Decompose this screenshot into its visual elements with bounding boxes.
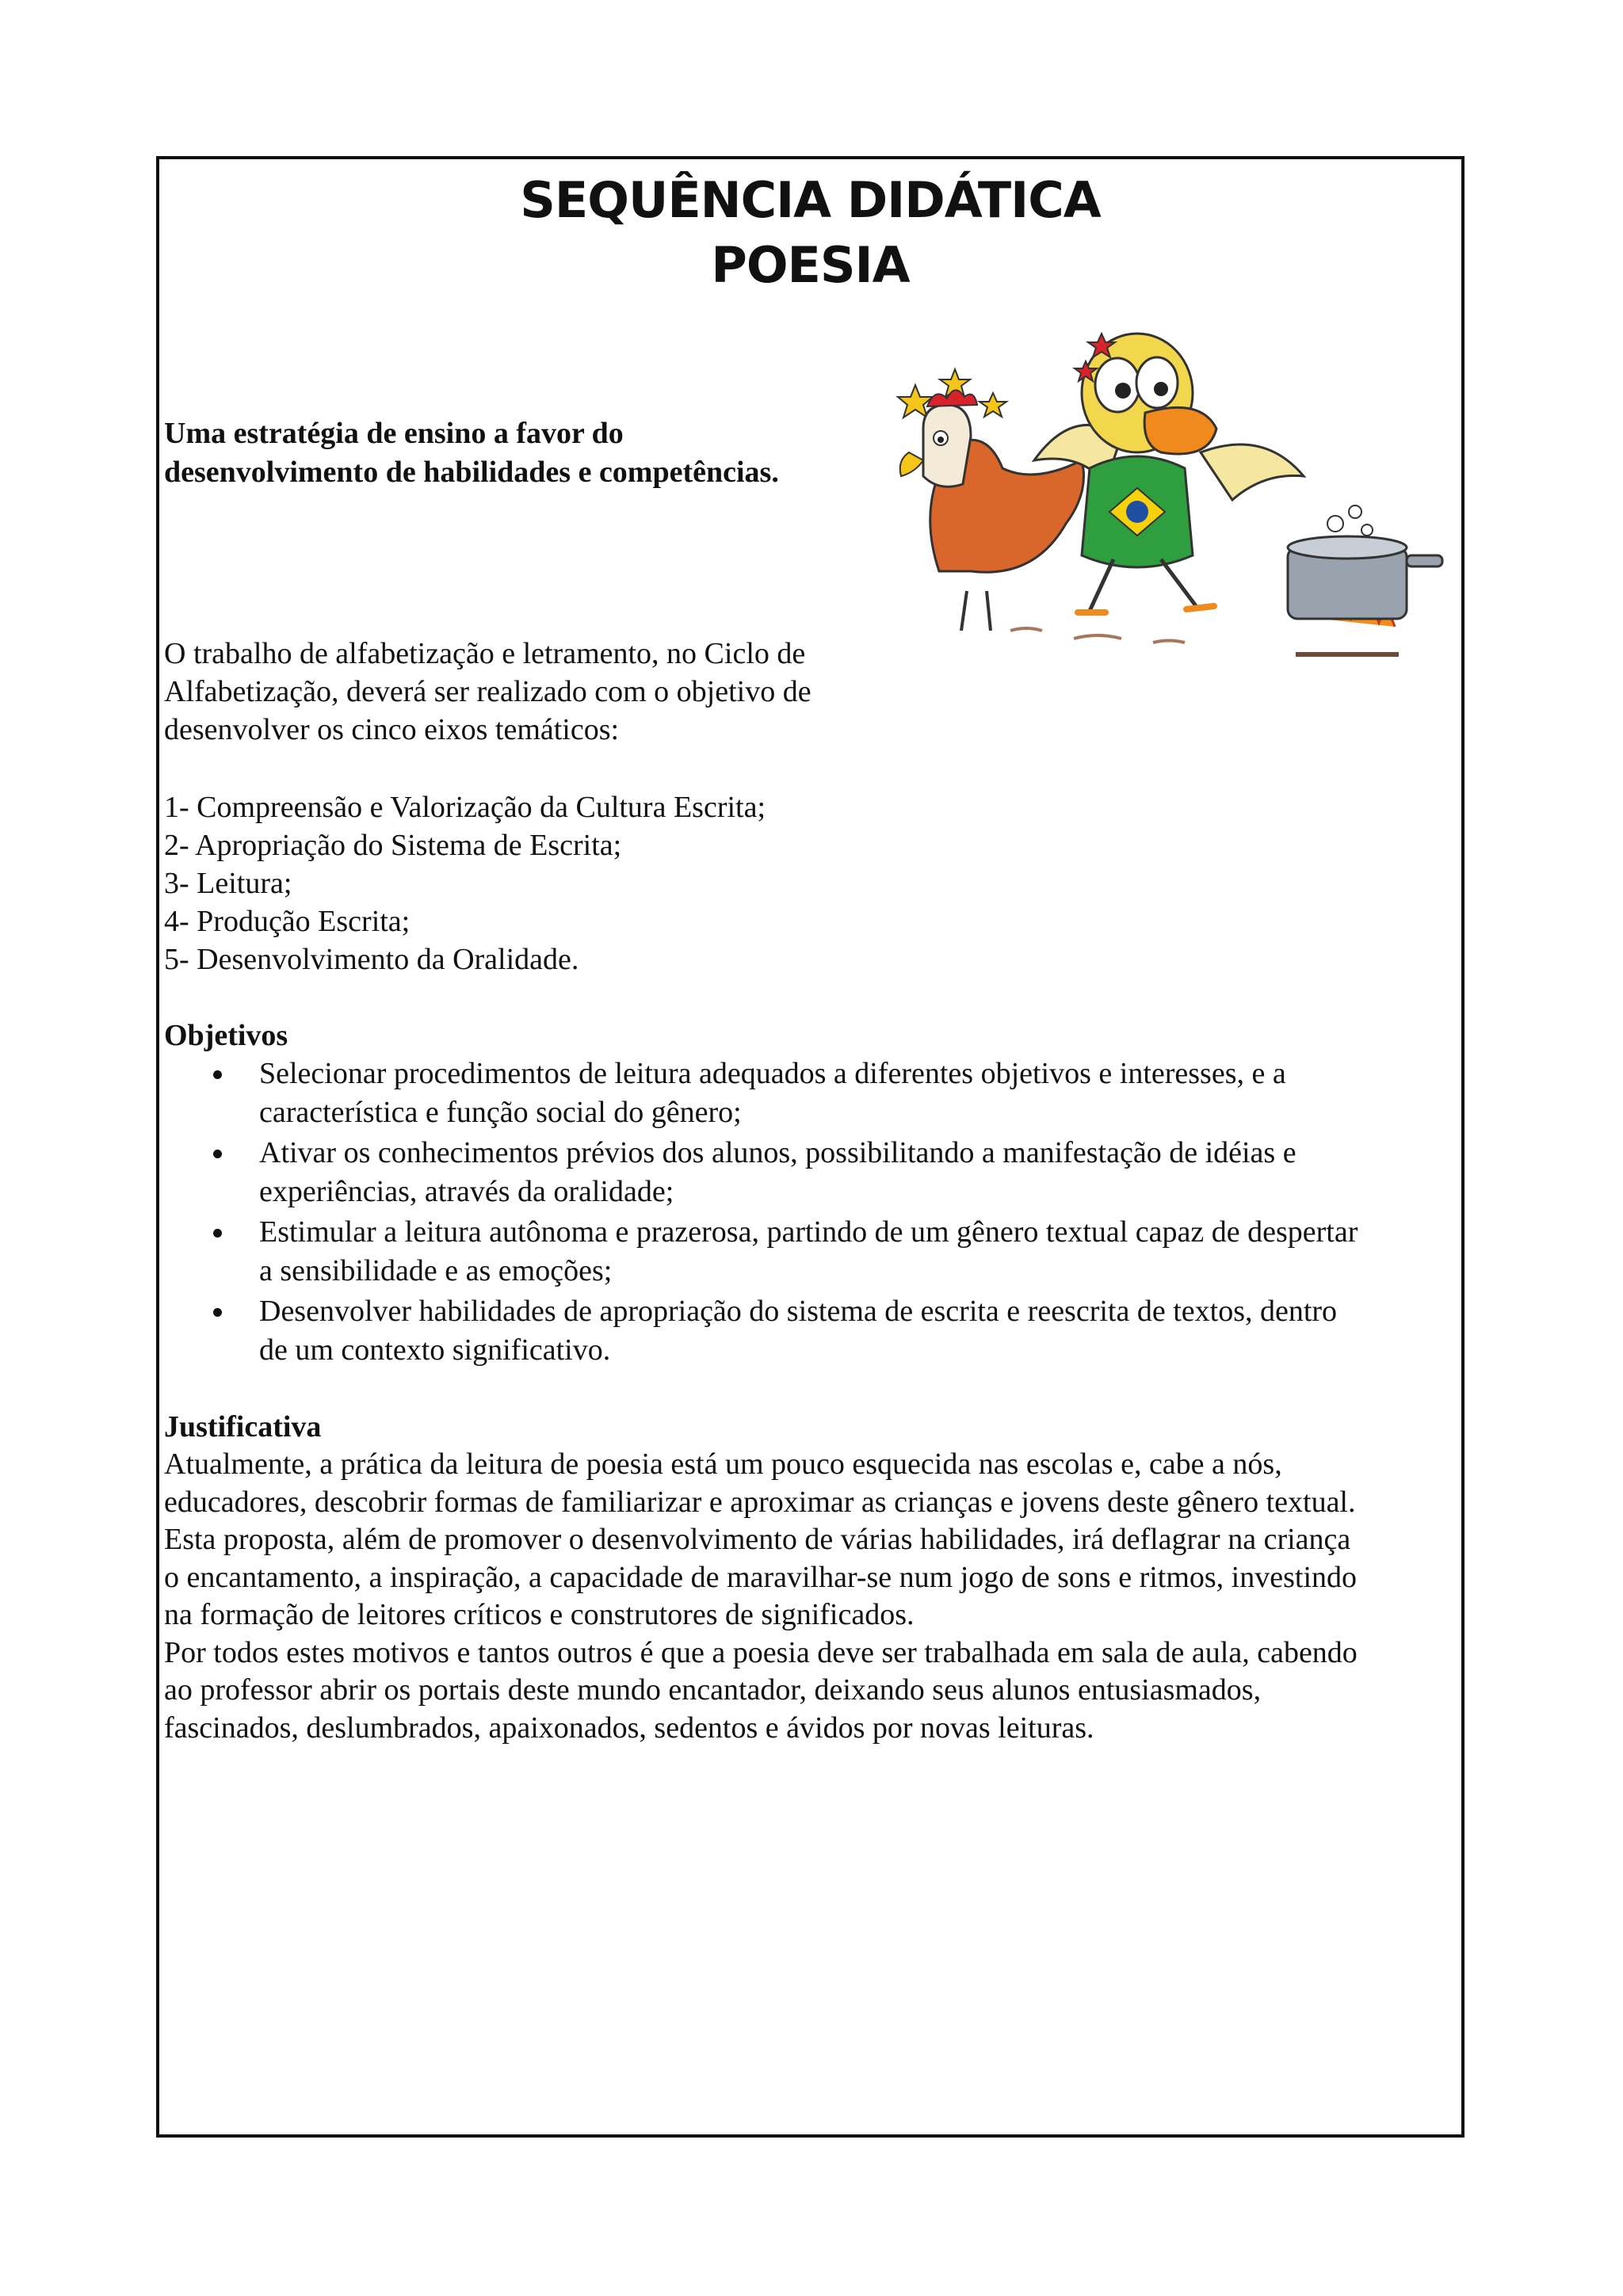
tagline-line: desenvolvimento de habilidades e competências. [164,456,779,489]
list-item: 5- Desenvolvimento da Oralidade. [164,943,579,976]
list-item [164,1213,1456,1291]
paragraph-line: educadores, descobrir formas de familiarizar e aproximar as crianças e jovens deste gênero textual. [164,1485,1356,1519]
tagline-line: Uma estratégia de ensino a favor do [164,417,624,450]
cartoon-chicken-and-duck-with-pot-icon [892,318,1446,698]
intro-line: Alfabetização, deverá ser realizado com o objetivo de [164,675,812,708]
list-item-line: a sensibilidade e as emoções; [259,1254,613,1287]
paragraph-line: o encantamento, a inspiração, a capacidade de maravilhar-se num jogo de sons e ritmos, investindo [164,1560,1358,1594]
list-item: 4- Produção Escrita; [164,905,411,938]
list-item-line: Estimular a leitura autônoma e prazerosa, partindo de um gênero textual capaz de despertar [259,1215,1358,1249]
pot-icon [1288,505,1442,654]
list-item-line: experiências, através da oralidade; [259,1175,674,1208]
paragraph-line: Esta proposta, além de promover o desenvolvimento de várias habilidades, irá deflagrar na criança [164,1523,1351,1556]
star-icon [980,393,1006,417]
list-item: 2- Apropriação do Sistema de Escrita; [164,829,622,862]
list-item-line: Desenvolver habilidades de apropriação do sistema de escrita e reescrita de textos, dentro [259,1295,1338,1328]
justificativa-heading: Justificativa [164,1410,322,1444]
page-subtitle-poesia: POESIA [711,236,910,294]
bullet-icon [213,1229,222,1238]
list-item [164,1292,1456,1370]
justificativa-paragraph [164,1446,1464,1747]
intro-line: desenvolver os cinco eixos temáticos: [164,713,620,746]
objetivos-heading: Objetivos [164,1019,288,1052]
paragraph-line: fascinados, deslumbrados, apaixonados, sedentos e ávidos por novas leituras. [164,1711,1094,1745]
list-item: 1- Compreensão e Valorização da Cultura Escrita; [164,791,766,824]
list-item-line: Selecionar procedimentos de leitura adequados a diferentes objetivos e interesses, e a [259,1057,1286,1090]
intro-line: O trabalho de alfabetização e letramento, no Ciclo de [164,637,806,670]
list-item-line: característica e função social do gênero; [259,1096,742,1129]
intro-paragraph [164,635,877,749]
list-item [164,1134,1456,1211]
document-frame [156,156,1465,2138]
paragraph-line: na formação de leitores críticos e construtores de significados. [164,1598,915,1631]
eixos-list [164,788,1115,978]
paragraph-line: Atualmente, a prática da leitura de poesia está um pouco esquecida nas escolas e, cabe a nós, [164,1447,1282,1481]
list-item-line: de um contexto significativo. [259,1333,611,1367]
chicken-icon [900,390,1084,631]
tagline [164,414,877,492]
objetivos-list [164,1055,1456,1371]
list-item-line: Ativar os conhecimentos prévios dos alunos, possibilitando a manifestação de idéias e [259,1136,1296,1169]
bullet-icon [213,1308,222,1317]
bullet-icon [213,1150,222,1158]
paragraph-line: ao professor abrir os portais deste mundo encantador, deixando seus alunos entusiasmados, [164,1673,1262,1707]
list-item [164,1055,1456,1132]
paragraph-line: Por todos estes motivos e tantos outros é que a poesia deve ser trabalhada em sala de aula, cabendo [164,1635,1358,1669]
list-item: 3- Leitura; [164,867,292,900]
bullet-icon [213,1070,222,1079]
page-title: SEQUÊNCIA DIDÁTICA [520,171,1101,229]
